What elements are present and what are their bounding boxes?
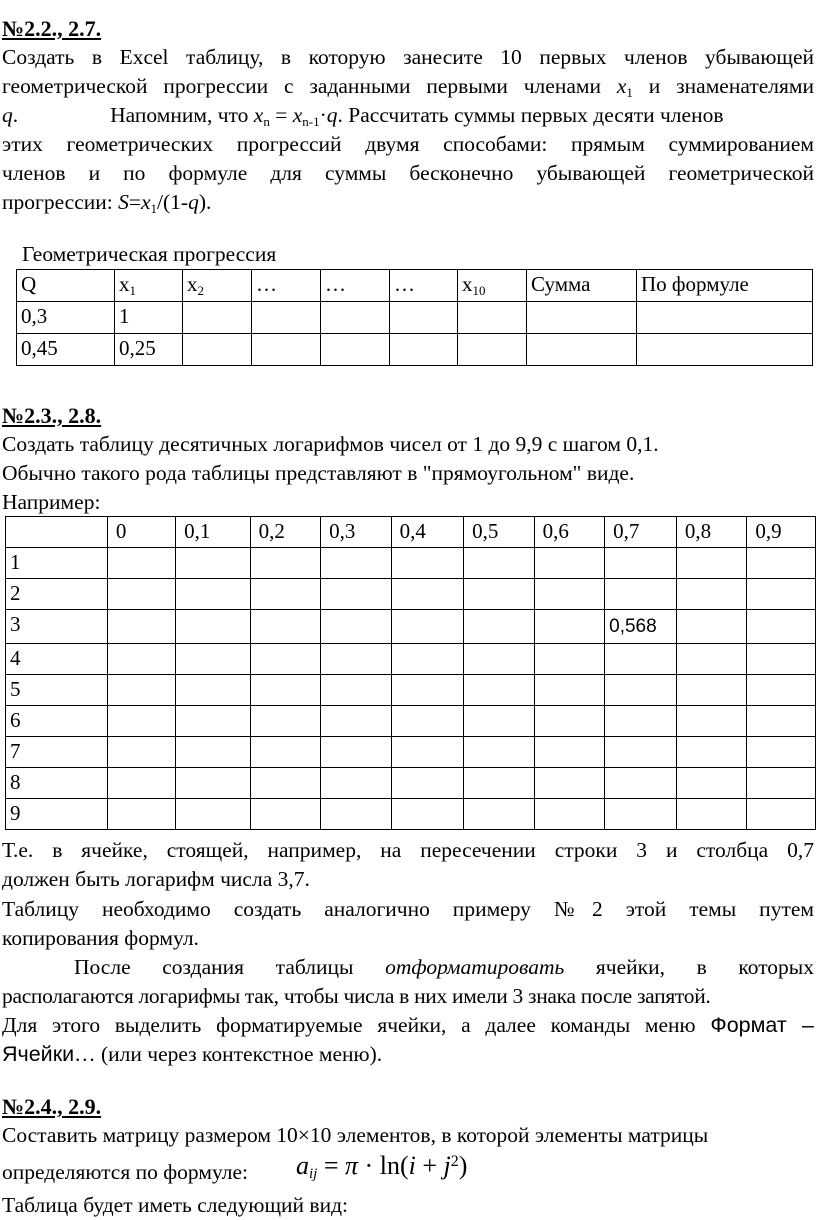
log-cell <box>605 579 677 610</box>
log-cell <box>747 675 816 706</box>
log-cell <box>747 548 816 579</box>
table-cell <box>458 302 527 334</box>
log-cell <box>391 737 463 768</box>
log-cell <box>321 768 392 799</box>
log-cell <box>464 799 535 830</box>
log-cell <box>747 706 816 737</box>
log-cell <box>534 644 605 675</box>
log-cell <box>176 579 250 610</box>
col-header: 0,7 <box>605 517 677 548</box>
log-cell <box>391 799 463 830</box>
table-caption: Геометрическая прогрессия <box>22 242 277 266</box>
task3-line2: определяются по формуле: <box>2 1160 249 1184</box>
log-cell <box>534 610 605 644</box>
log-cell <box>464 737 535 768</box>
header-cell: $x_{10}$ <box>458 270 527 302</box>
task2-note6: располагаются логарифмы так, чтобы числа в них имели 3 знака после запятой. <box>2 984 711 1008</box>
row-header: 3 <box>6 610 108 644</box>
log-cell <box>176 675 250 706</box>
col-header: 0 <box>107 517 175 548</box>
row-header: 1 <box>6 548 108 579</box>
log-cell <box>676 644 747 675</box>
task2-note3: Таблицу необходимо создать аналогично примеру №2 этой темы путем <box>2 897 814 921</box>
log-cell <box>605 799 677 830</box>
header-cell: По формуле <box>637 270 813 302</box>
task1-line6: прогрессии: $S=x_1/(1-q)$. <box>2 190 212 216</box>
log-cell <box>464 675 535 706</box>
table-cell <box>252 302 321 334</box>
log-cell <box>391 644 463 675</box>
table-cell: 0,3 <box>17 302 115 334</box>
table-cell: 1 <box>115 302 183 334</box>
task1-heading: №2.2., 2.7. <box>2 16 102 41</box>
table-cell <box>183 302 252 334</box>
log-cell <box>176 644 250 675</box>
log-cell <box>107 768 175 799</box>
logarithm-table <box>5 516 816 830</box>
log-cell <box>176 548 250 579</box>
log-cell <box>676 579 747 610</box>
log-cell <box>534 799 605 830</box>
row-header: 5 <box>6 675 108 706</box>
col-header: 0,1 <box>176 517 250 548</box>
task1-line4: этих геометрических прогрессий двумя способами: прямым суммированием <box>2 132 814 156</box>
log-cell <box>534 737 605 768</box>
log-cell <box>250 675 321 706</box>
header-cell: … <box>252 270 321 302</box>
log-cell <box>107 675 175 706</box>
log-cell <box>534 706 605 737</box>
log-row <box>6 610 816 644</box>
log-cell <box>676 799 747 830</box>
task2-note5: После создания таблицы отформатировать ячейки, в которых <box>74 955 814 979</box>
log-cell <box>391 768 463 799</box>
log-cell <box>391 610 463 644</box>
log-cell <box>605 768 677 799</box>
col-header: 0,4 <box>391 517 463 548</box>
log-row <box>6 644 816 675</box>
log-cell <box>464 579 535 610</box>
log-cell <box>391 675 463 706</box>
table-cell <box>252 334 321 366</box>
log-cell <box>176 737 250 768</box>
log-cell <box>107 579 175 610</box>
log-cell <box>107 644 175 675</box>
log-cell <box>321 610 392 644</box>
log-cell <box>250 706 321 737</box>
log-cell <box>250 768 321 799</box>
log-cell <box>464 768 535 799</box>
log-cell <box>321 799 392 830</box>
log-cell <box>391 706 463 737</box>
corner-cell <box>6 517 108 548</box>
log-cell <box>605 675 677 706</box>
task1-line2: геометрической прогрессии с заданными первыми членами $x_1$ и знаменателями <box>2 74 814 100</box>
task2-line1: Создать таблицу десятичных логарифмов чисел от 1 до 9,9 с шагом 0,1. <box>2 432 659 456</box>
task2-note7: Для этого выделить форматируемые ячейки, а далее команды меню Формат – <box>2 1013 814 1037</box>
log-cell <box>534 675 605 706</box>
task2-note8: Ячейки… (или через контекстное меню). <box>2 1042 383 1066</box>
col-header: 0,2 <box>250 517 321 548</box>
matrix-formula: $a_{ij} = \pi \cdot \ln(i + j^2)$ <box>296 1151 468 1182</box>
log-cell <box>747 768 816 799</box>
table-header-row <box>17 270 813 302</box>
task1-line3: q. Напомним, что $x_n = x_{n-1}\cdot q$. Рассчитать суммы первых десяти членов <box>2 103 724 129</box>
log-cell <box>676 610 747 644</box>
log-cell <box>464 706 535 737</box>
log-cell <box>747 799 816 830</box>
log-row <box>6 768 816 799</box>
log-row <box>6 799 816 830</box>
log-row <box>6 579 816 610</box>
table-cell <box>458 334 527 366</box>
log-cell <box>176 768 250 799</box>
task2-note2: должен быть логарифм числа 3,7. <box>2 867 310 891</box>
geometric-progression-table <box>16 269 813 366</box>
task1-line1: Создать в Excel таблицу, в которую занесите 10 первых членов убывающей <box>2 45 814 69</box>
log-row <box>6 737 816 768</box>
table-cell <box>527 334 637 366</box>
log-header-row <box>6 517 816 548</box>
row-header: 2 <box>6 579 108 610</box>
log-cell <box>321 706 392 737</box>
log-cell <box>391 579 463 610</box>
log-cell <box>391 548 463 579</box>
task2-note4: копирования формул. <box>2 926 199 950</box>
log-cell <box>250 548 321 579</box>
log-cell <box>107 548 175 579</box>
task2-heading: №2.3., 2.8. <box>2 403 102 428</box>
log-row <box>6 675 816 706</box>
task3-line1: Составить матрицу размером 10×10 элементов, в которой элементы матрицы <box>2 1123 709 1147</box>
log-cell <box>321 737 392 768</box>
log-cell <box>605 644 677 675</box>
task1-line5: членов и по формуле для суммы бесконечно убывающей геометрической <box>2 161 814 185</box>
table-cell <box>527 302 637 334</box>
task3-line3: Таблица будет иметь следующий вид: <box>2 1193 348 1217</box>
log-cell <box>464 644 535 675</box>
row-header: 8 <box>6 768 108 799</box>
table-cell <box>321 334 390 366</box>
log-cell <box>676 675 747 706</box>
task2-line2: Обычно такого рода таблицы представляют в "прямоугольном" виде. <box>2 461 635 485</box>
log-cell <box>250 579 321 610</box>
log-cell <box>250 799 321 830</box>
log-row <box>6 706 816 737</box>
col-header: 0,6 <box>534 517 605 548</box>
log-cell <box>250 610 321 644</box>
log-cell <box>534 579 605 610</box>
table-cell: 0,25 <box>115 334 183 366</box>
log-cell <box>747 610 816 644</box>
log-cell <box>107 706 175 737</box>
col-header: 0,5 <box>464 517 535 548</box>
table-cell <box>390 334 458 366</box>
log-cell <box>676 737 747 768</box>
log-cell <box>250 644 321 675</box>
log-cell <box>321 644 392 675</box>
col-header: 0,9 <box>747 517 816 548</box>
row-header: 4 <box>6 644 108 675</box>
log-cell <box>107 737 175 768</box>
example-log-cell: 0,568 <box>605 610 677 644</box>
log-cell <box>676 768 747 799</box>
log-cell <box>747 737 816 768</box>
table-cell <box>183 334 252 366</box>
log-cell <box>321 548 392 579</box>
log-cell <box>676 548 747 579</box>
log-cell <box>107 799 175 830</box>
log-row <box>6 548 816 579</box>
header-cell: $x_2$ <box>183 270 252 302</box>
log-cell <box>747 579 816 610</box>
table-row <box>17 302 813 334</box>
table-cell <box>321 302 390 334</box>
task3-heading: №2.4., 2.9. <box>2 1094 102 1119</box>
log-cell <box>176 799 250 830</box>
col-header: 0,8 <box>676 517 747 548</box>
log-cell <box>321 579 392 610</box>
row-header: 9 <box>6 799 108 830</box>
log-cell <box>321 675 392 706</box>
row-header: 6 <box>6 706 108 737</box>
header-cell: Q <box>17 270 115 302</box>
header-cell: $x_1$ <box>115 270 183 302</box>
log-cell <box>250 737 321 768</box>
log-cell <box>676 706 747 737</box>
log-cell <box>534 548 605 579</box>
log-cell <box>605 737 677 768</box>
log-cell <box>605 706 677 737</box>
log-cell <box>176 706 250 737</box>
log-cell <box>464 548 535 579</box>
log-cell <box>534 768 605 799</box>
header-cell: … <box>321 270 390 302</box>
col-header: 0,3 <box>321 517 392 548</box>
task2-note1: Т.е. в ячейке, стоящей, например, на пересечении строки 3 и столбца 0,7 <box>2 838 814 862</box>
header-cell: Сумма <box>527 270 637 302</box>
table-row <box>17 334 813 366</box>
row-header: 7 <box>6 737 108 768</box>
table-cell <box>637 334 813 366</box>
header-cell: … <box>390 270 458 302</box>
log-cell <box>107 610 175 644</box>
table-cell: 0,45 <box>17 334 115 366</box>
table-cell <box>390 302 458 334</box>
log-cell <box>605 548 677 579</box>
task2-line3: Например: <box>2 490 101 514</box>
table-cell <box>637 302 813 334</box>
log-cell <box>747 644 816 675</box>
log-cell <box>464 610 535 644</box>
log-cell <box>176 610 250 644</box>
